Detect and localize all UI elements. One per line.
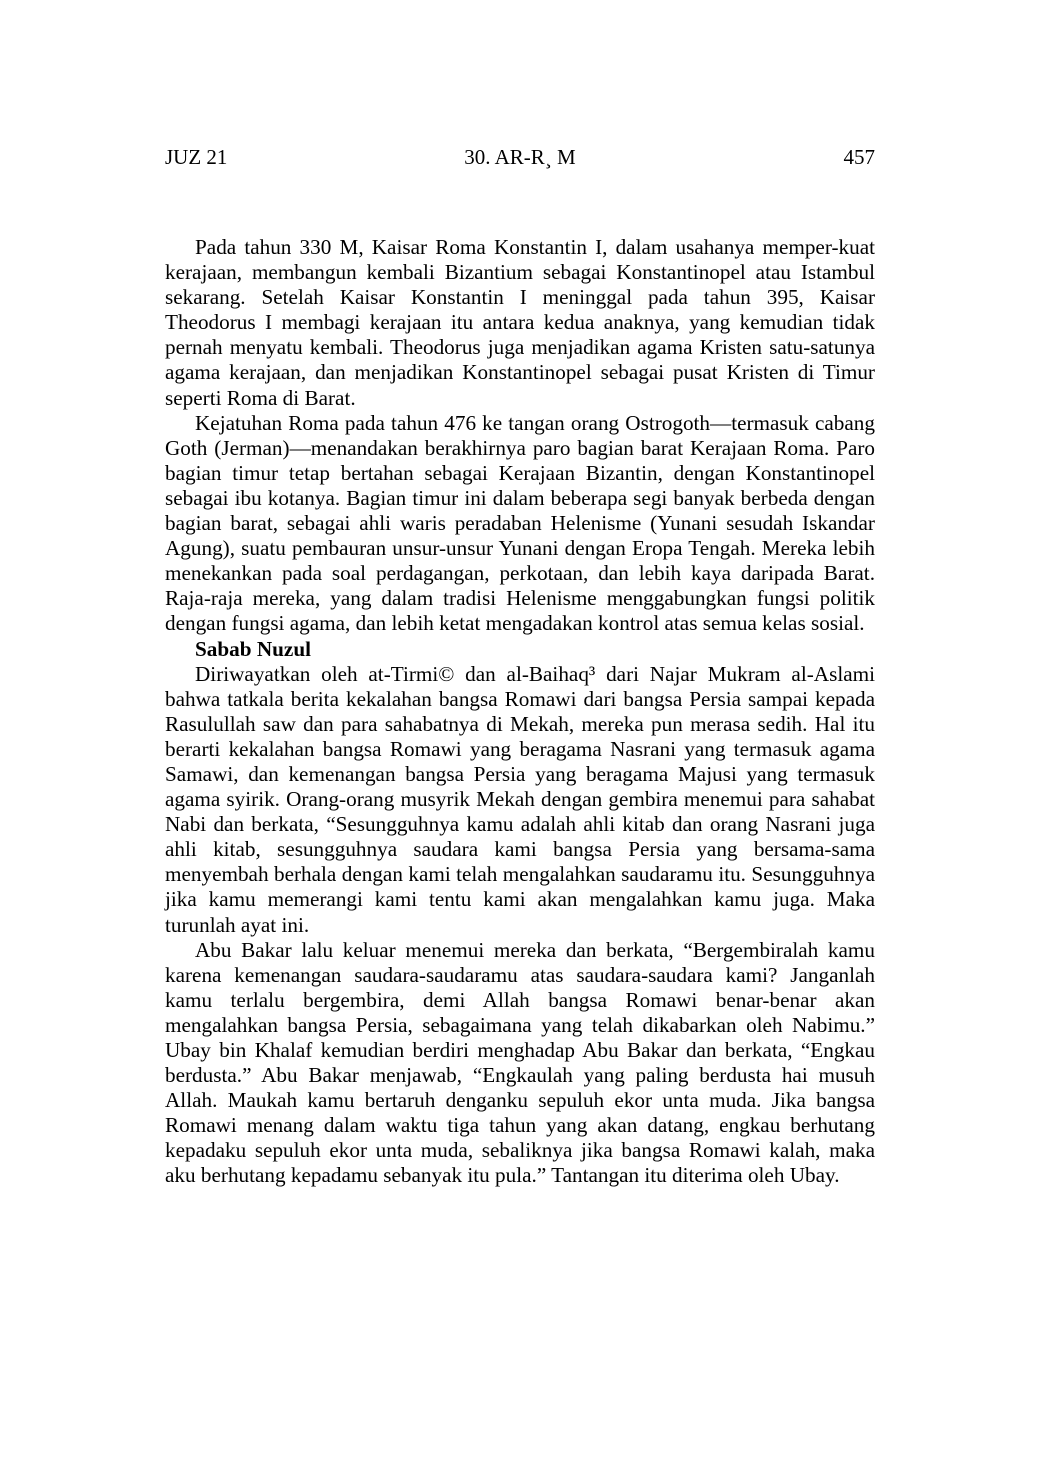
surah-title: 30. AR-R¸ M	[464, 145, 576, 169]
page-header	[165, 145, 875, 177]
juz-label: JUZ 21	[165, 145, 228, 169]
page-number: 457	[843, 145, 875, 169]
paragraph: Diriwayatkan oleh at-Tirmi© dan al-Baihaq³ dari Najar Mukram al-Aslami bahwa tatkala berita kekalahan bangsa Romawi dari bangsa Persia sampai kepada Rasulullah saw dan para sahabatnya di Mekah, mereka pun merasa sedih. Hal itu berarti kekalahan bangsa Romawi yang beragama Nasrani yang termasuk agama Samawi, dan kemenangan bangsa Persia yang beragama Majusi yang termasuk agama syirik. Orang-orang musyrik Mekah dengan gembira menemui para sahabat Nabi dan berkata, “Sesungguhnya kamu adalah ahli kitab dan orang Nasrani juga ahli kitab, sesungguhnya saudara kami bangsa Persia yang bersama-sama menyembah berhala dengan kami telah mengalahkan saudaramu itu. Sesungguhnya jika kamu memerangi kami tentu kami akan mengalahkan kamu juga. Maka turunlah ayat ini.	[165, 661, 875, 937]
page-body	[165, 235, 875, 1189]
paragraph: Abu Bakar lalu keluar menemui mereka dan berkata, “Bergembiralah kamu karena kemenangan saudara-saudaramu atas saudara-saudara kami? Janganlah kamu terlalu bergembira, demi Allah bangsa Romawi benar-benar akan mengalahkan bangsa Persia, sebagaimana yang telah dikabarkan oleh Nabimu.” Ubay bin Khalaf kemudian berdiri menghadap Abu Bakar dan berkata, “Engkau berdusta.” Abu Bakar menjawab, “Engkaulah yang paling berdusta hai musuh Allah. Maukah kamu bertaruh denganku sepuluh ekor unta muda. Jika bangsa Romawi menang dalam waktu tiga tahun yang akan datang, engkau berhutang kepadaku sepuluh ekor unta muda, sebaliknya jika bangsa Romawi kalah, maka aku berhutang kepadamu sebanyak itu pula.” Tantangan itu diterima oleh Ubay.	[165, 937, 875, 1188]
paragraph: Pada tahun 330 M, Kaisar Roma Konstantin I, dalam usahanya memper-kuat kerajaan, membangun kembali Bizantium sebagai Konstantinopel atau Istambul sekarang. Setelah Kaisar Konstantin I meninggal pada tahun 395, Kaisar Theodorus I membagi kerajaan itu antara kedua anaknya, yang kemudian tidak pernah menyatu kembali. Theodorus juga menjadikan agama Kristen satu-satunya agama kerajaan, dan menjadikan Konstantinopel sebagai pusat Kristen di Timur seperti Roma di Barat.	[165, 235, 875, 410]
section-heading: Sabab Nuzul	[195, 636, 311, 661]
paragraph: Kejatuhan Roma pada tahun 476 ke tangan orang Ostrogoth—termasuk cabang Goth (Jerman)—menandakan berakhirnya paro bagian barat Kerajaan Roma. Paro bagian timur tetap bertahan sebagai Kerajaan Bizantin, dengan Konstantinopel sebagai ibu kotanya. Bagian timur ini dalam beberapa segi banyak berbeda dengan bagian barat, sebagai ahli waris peradaban Helenisme (Yunani sesudah Iskandar Agung), suatu pembauran unsur-unsur Yunani dengan Eropa Tengah. Mereka lebih menekankan pada soal perdagangan, perkotaan, dan lebih kaya daripada Barat. Raja-raja mereka, yang dalam tradisi Helenisme menggabungkan fungsi politik dengan fungsi agama, dan lebih ketat mengadakan kontrol atas semua kelas sosial.	[165, 410, 875, 636]
